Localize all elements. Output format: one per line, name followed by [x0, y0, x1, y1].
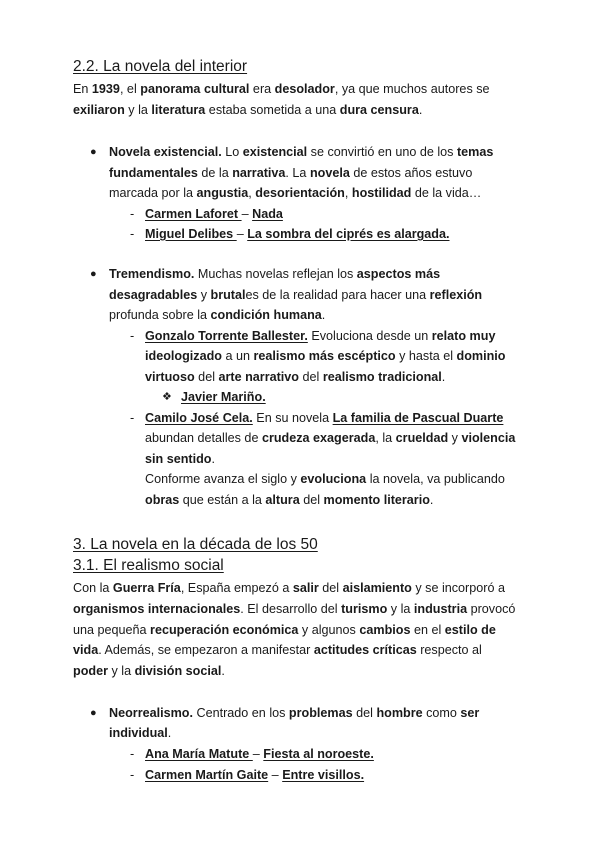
camilo-line-3: sin sentido. [145, 452, 215, 466]
list-item: Carmen Martín Gaite – Entre visillos. [145, 768, 365, 782]
list-item: Carmen Laforet – Nada [145, 207, 283, 221]
section-heading-3: 3. La novela en la década de los 50 [73, 536, 318, 553]
list-item: Javier Mariño. [181, 390, 266, 404]
bullet-icon: ● [90, 707, 97, 719]
paragraph-line-1: Con la Guerra Fría, España empezó a salir del aislamiento y se incorporó a [73, 581, 505, 595]
intro-line-1: En 1939, el panorama cultural era desolador, ya que muchos autores se [73, 82, 490, 96]
existencial-line-1: Novela existencial. Lo existencial se convirtió en uno de los temas [109, 145, 494, 159]
tremendismo-line-3: profunda sobre la condición humana. [109, 308, 326, 322]
dash-marker: - [130, 329, 135, 343]
camilo-line-2: abundan detalles de crudeza exagerada, la crueldad y violencia [145, 431, 516, 445]
list-item: Miguel Delibes – La sombra del ciprés es alargada. [145, 227, 450, 241]
section-heading-3-1: 3.1. El realismo social [73, 557, 224, 574]
camilo-line-5: obras que están a la altura del momento literario. [145, 493, 434, 507]
dash-marker: - [130, 227, 135, 241]
gonzalo-line-3: virtuoso del arte narrativo del realismo tradicional. [145, 370, 446, 384]
camilo-line-4: Conforme avanza el siglo y evoluciona la novela, va publicando [145, 472, 505, 486]
intro-line-2: exiliaron y la literatura estaba sometida a una dura censura. [73, 103, 423, 117]
bullet-icon: ● [90, 146, 97, 158]
tremendismo-line-2: desagradables y brutales de la realidad para hacer una reflexión [109, 288, 483, 302]
paragraph-line-3: una pequeña recuperación económica y algunos cambios en el estilo de [73, 623, 496, 637]
paragraph-line-2: organismos internacionales. El desarrollo del turismo y la industria provocó [73, 602, 516, 616]
section-heading-2-2: 2.2. La novela del interior [73, 58, 248, 75]
gonzalo-line-2: ideologizado a un realismo más escéptico y hasta el dominio [145, 349, 506, 363]
gonzalo-line-1: Gonzalo Torrente Ballester. Evoluciona desde un relato muy [145, 329, 496, 343]
dash-marker: - [130, 207, 135, 221]
bullet-icon: ● [90, 268, 97, 280]
neorrealismo-line-2: individual. [109, 726, 172, 740]
paragraph-line-4: vida. Además, se empezaron a manifestar actitudes críticas respecto al [73, 643, 482, 657]
existencial-line-2: fundamentales de la narrativa. La novela de estos años estuvo [109, 166, 473, 180]
existencial-line-3: marcada por la angustia, desorientación, hostilidad de la vida… [109, 186, 482, 200]
dash-marker: - [130, 411, 135, 425]
list-item: Ana María Matute – Fiesta al noroeste. [145, 747, 374, 761]
dash-marker: - [130, 768, 135, 782]
tremendismo-line-1: Tremendismo. Muchas novelas reflejan los aspectos más [109, 267, 441, 281]
dash-marker: - [130, 747, 135, 761]
neorrealismo-line-1: Neorrealismo. Centrado en los problemas del hombre como ser [109, 706, 480, 720]
camilo-line-1: Camilo José Cela. En su novela La familia de Pascual Duarte [145, 411, 504, 425]
diamond-bullet-icon: ❖ [162, 391, 172, 403]
paragraph-line-5: poder y la división social. [73, 664, 225, 678]
